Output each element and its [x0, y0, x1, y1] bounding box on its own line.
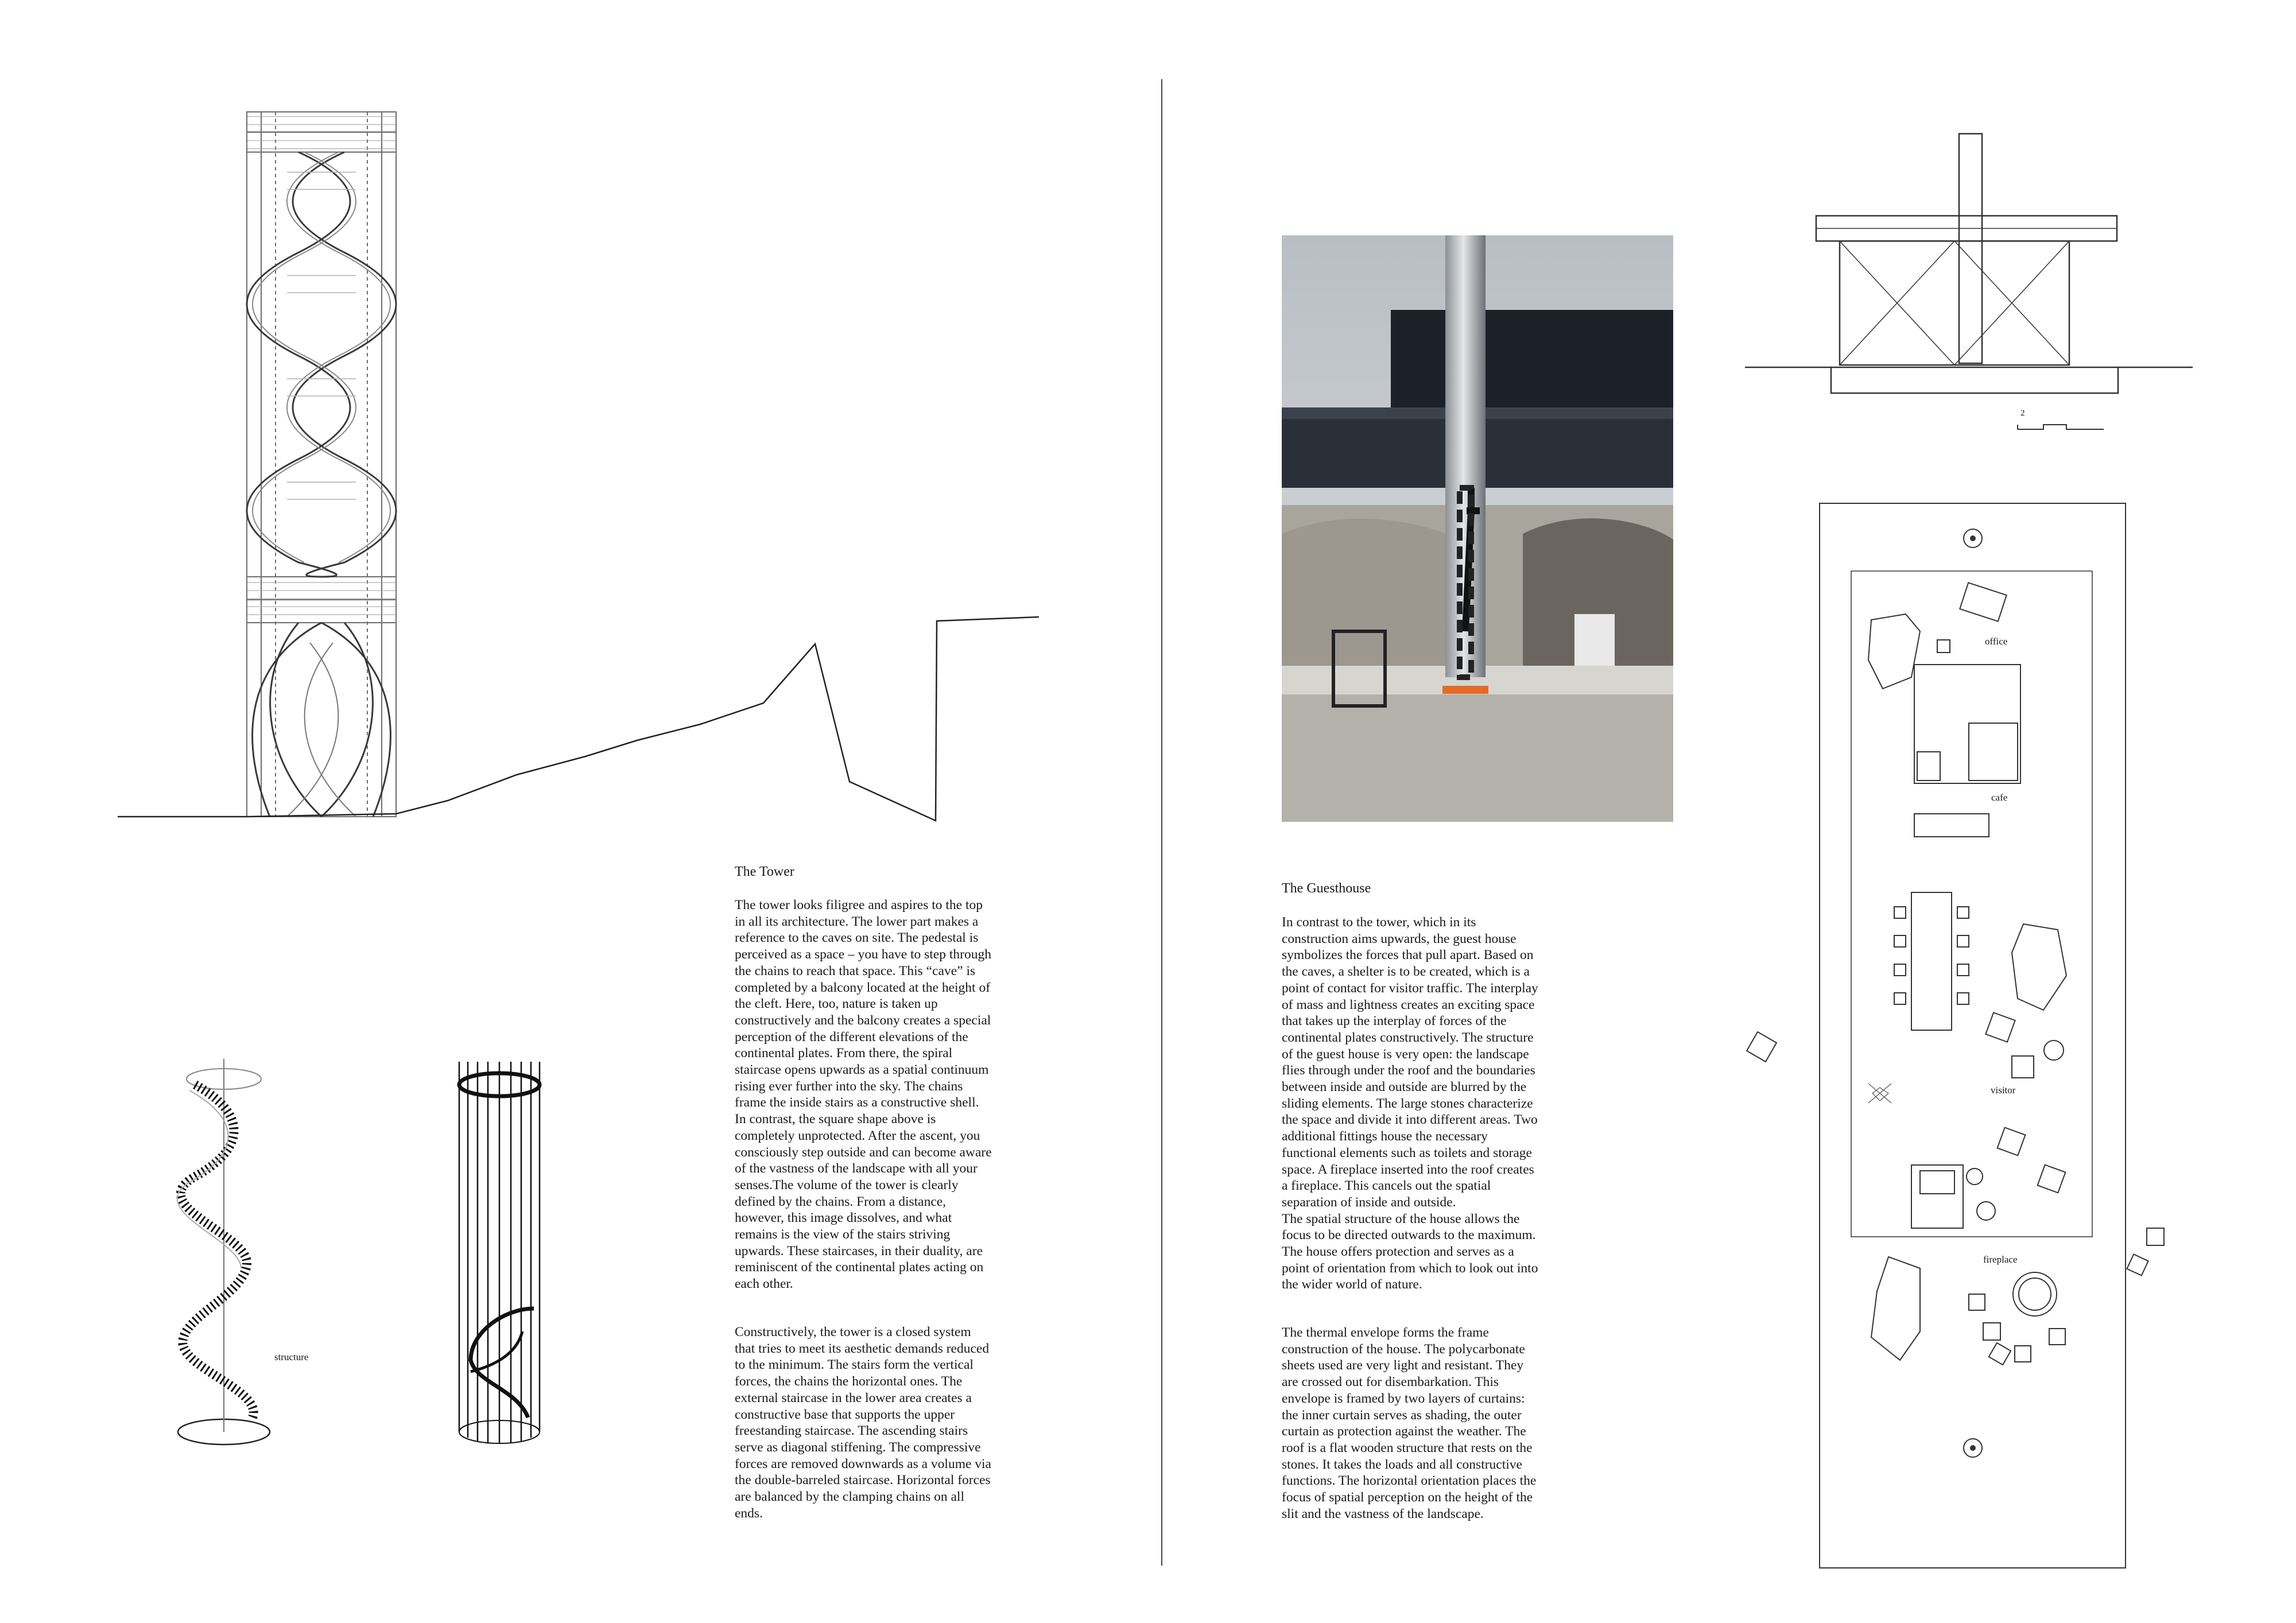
plan-label-visitor: visitor [1991, 1085, 2016, 1096]
guesthouse-paragraph-2: The thermal envelope forms the frame construction of the house. The polycarbonate sheets used are very light and resistant. They are crossed out for disembarkation. This envelope is framed by two layers of curtains: the inner curtain serves as shading, the outer curtain as protection against the weather. The roof is a flat wooden structure that rests on the stones. It takes the loads and all constructive functions. The horizontal orientation places the focus of spatial perception on the height of the slit and the vastness of the landscape. [1282, 1325, 1537, 1521]
plan-label-office: office [1985, 636, 2008, 647]
guesthouse-heading: The Guesthouse [1282, 881, 1371, 896]
plan-label-cafe: cafe [1991, 792, 2008, 803]
guesthouse-paragraph-1: In contrast to the tower, which in its construction aims upwards, the guest house symbolizes the forces that pull apart. Based on the caves, a shelter is to be created, which is a point of contact for visitor traffic. The interplay of mass and lightness creates an exciting space that takes up the interplay of forces of the continental plates constructively. The structure of the guest house is very open: the landscape flies through under the roof and the boundaries between inside and outside are blurred by the sliding elements. The large stones characterize the space and divide it into different areas. Two additional fittings house the necessary functional elements such as toilets and storage space. A fireplace inserted into the roof creates a fireplace. This cancels out the spatial separation of inside and outside. The spatial structure of the house allows the focus to be directed outwards to the maximum. The house offers protection and serves as a point of orientation from which to look out into the wider world of nature. [1282, 915, 1538, 1292]
tower-heading: The Tower [735, 864, 794, 879]
tower-paragraph-1: The tower looks filigree and aspires to the top in all its architecture. The lower part makes a reference to the caves on site. The pedestal is perceived as a space – you have to step through the chains to reach that space. This “cave” is completed by a balcony located at the height of the cleft. Here, too, nature is taken up constructively and the balcony creates a special perception of the different elevations of the continental plates. From there, the spiral staircase opens upwards as a spatial continuum rising ever further into the sky. The chains frame the inside stairs as a constructive shell. In contrast, the square shape above is completely unprotected. After the ascent, you consciously step outside and can become aware of the vastness of the landscape with all your senses.The volume of the tower is clearly defined by the chains. From a distance, however, this image dissolves, and what remains is the view of the stairs striving upwards. These staircases, in their duality, are reminiscent of the continental plates acting on each other. [735, 898, 992, 1292]
tower-paragraph-2: Constructively, the tower is a closed system that tries to meet its aesthetic demands reduced to the minimum. The stairs form the vertical forces, the chains the horizontal ones. The external staircase in the lower area creates a constructive base that supports the upper freestanding staircase. The ascending stairs serve as diagonal stiffening. The compressive forces are removed downwards as a volume via the double-barreled staircase. Horizontal forces are balanced by the clamping chains on all ends. [735, 1325, 991, 1521]
structure-label: structure [274, 1352, 309, 1362]
plan-label-fireplace: fireplace [1983, 1254, 2018, 1265]
scale-bar-label: 2 [2020, 409, 2025, 418]
